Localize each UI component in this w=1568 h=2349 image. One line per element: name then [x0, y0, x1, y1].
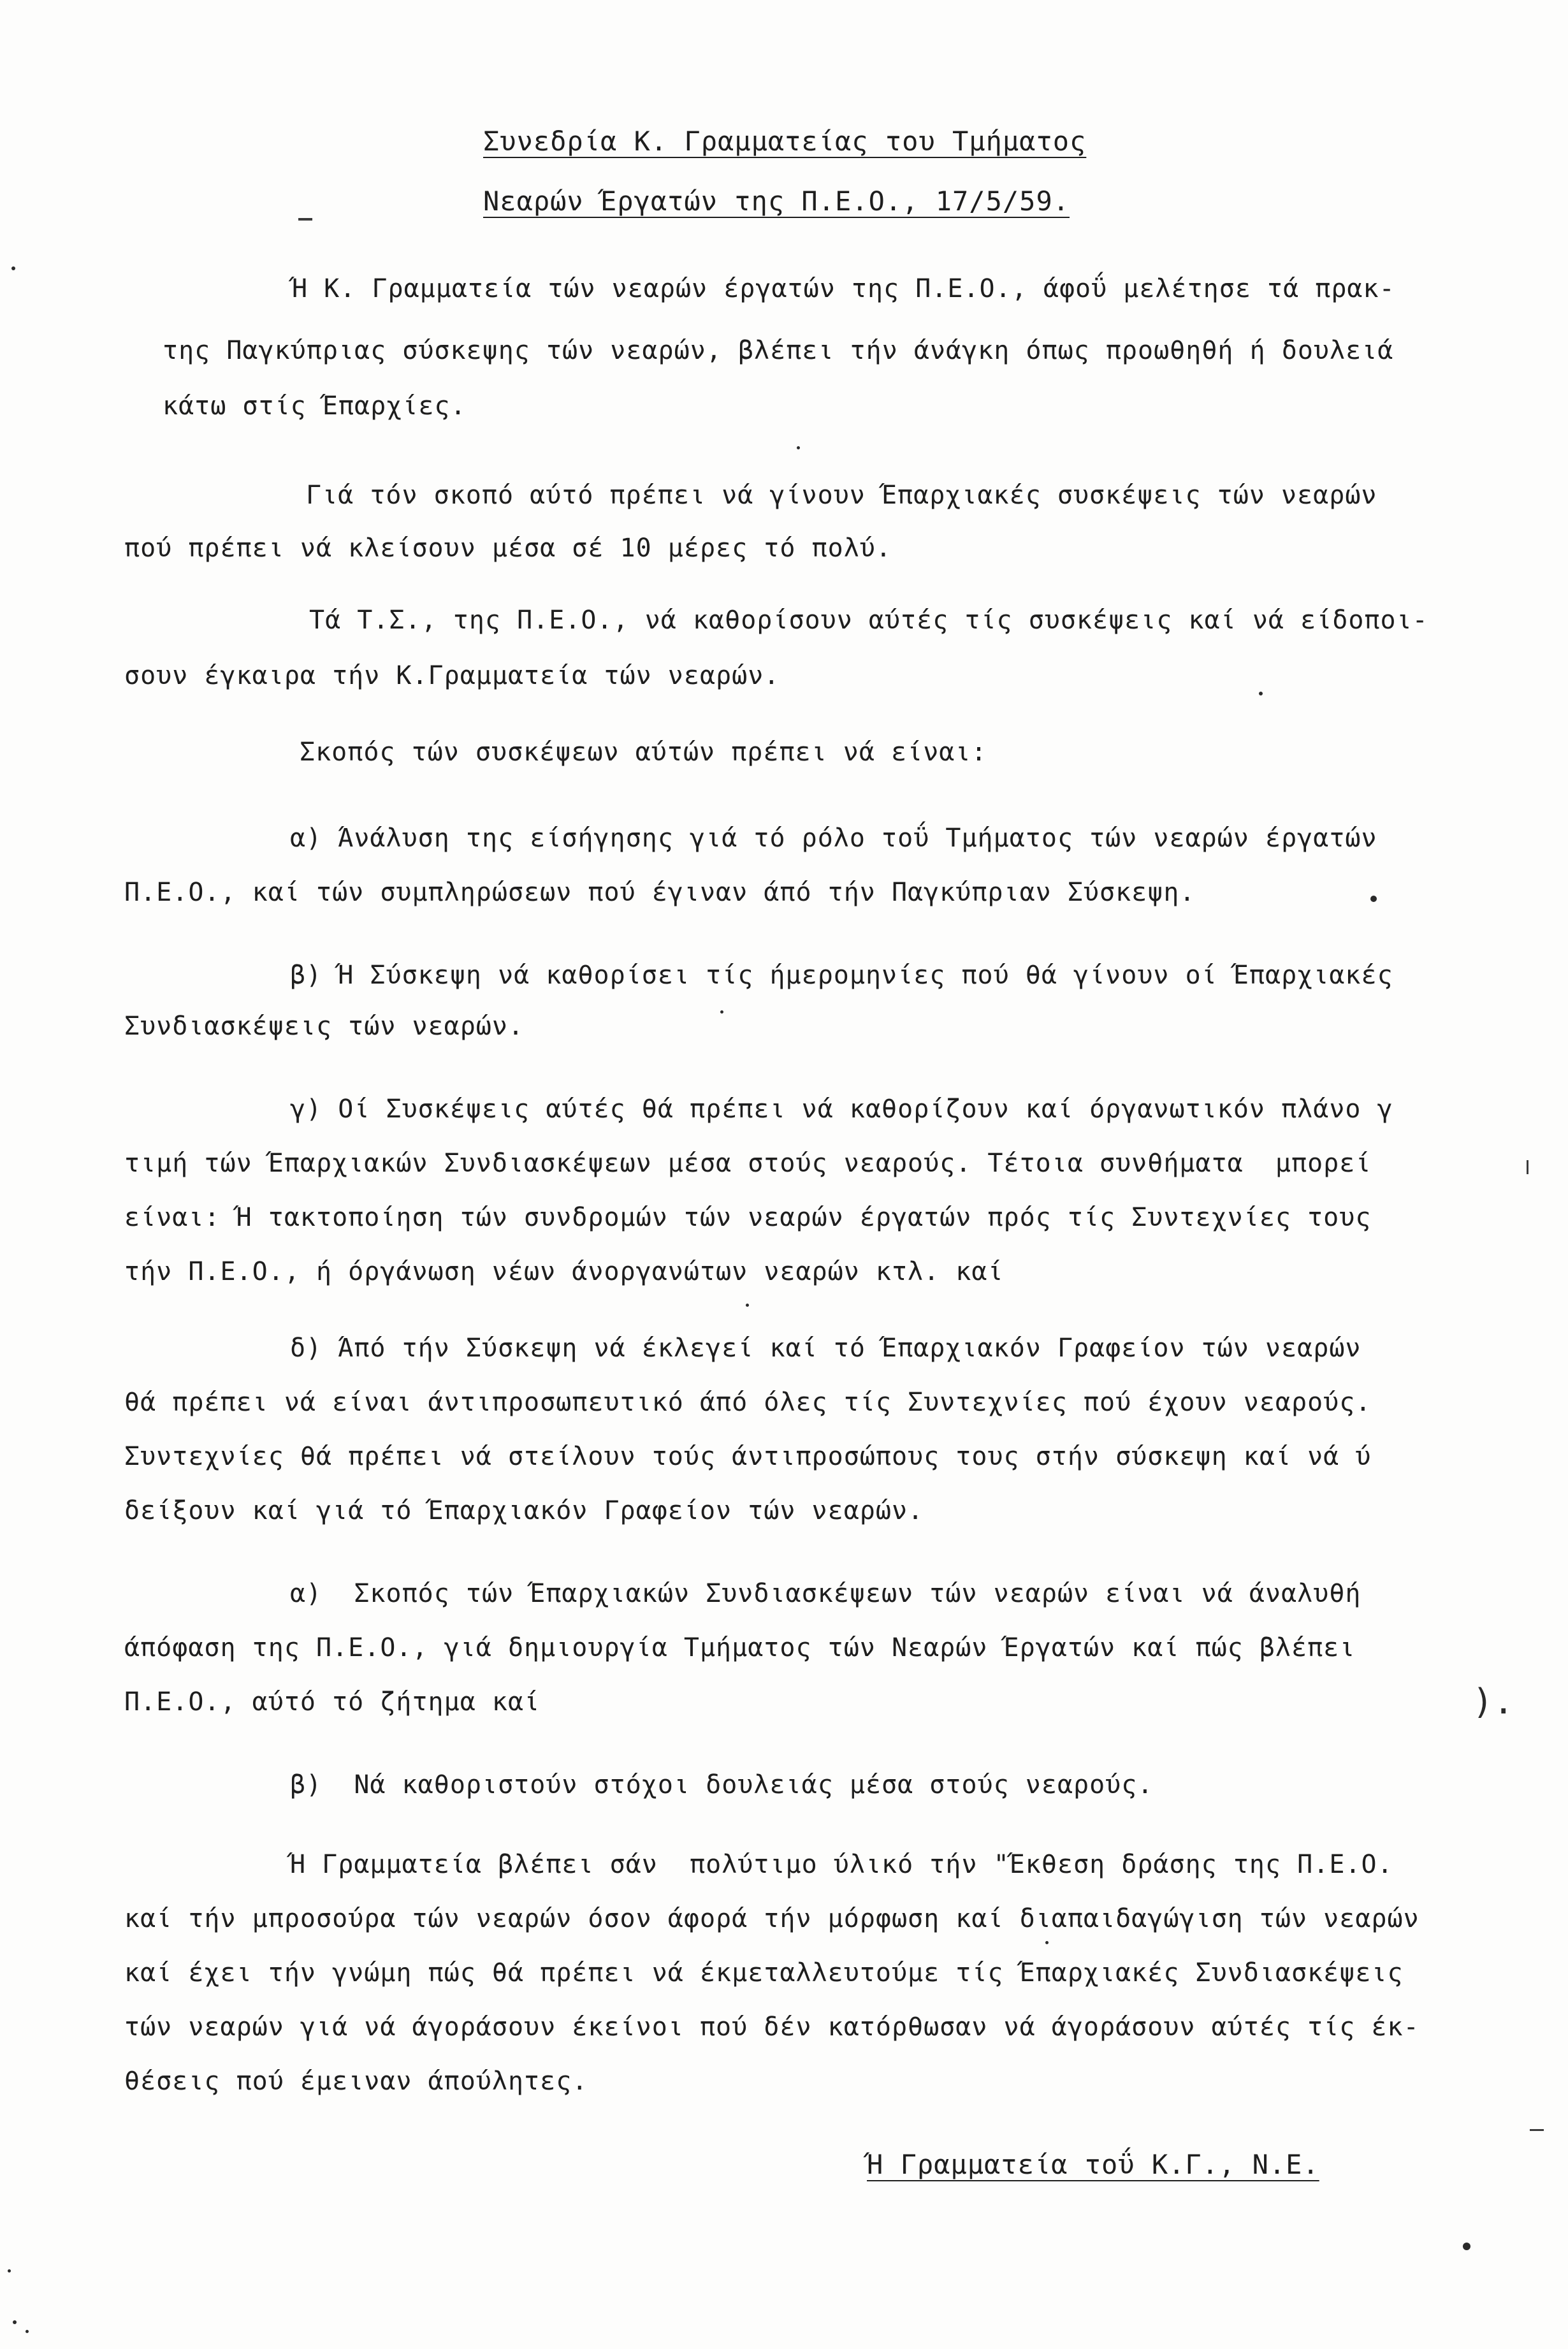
scan-dot-mark: [720, 1010, 723, 1014]
scan-dot-mark: [746, 1304, 749, 1307]
scan-dot-mark: [1370, 896, 1377, 902]
paragraph-6-line-1: β) Ή Σύσκεψη νά καθορίσει τίς ήμερομηνίες πού θά γίνουν οί Έπαρχιακές: [290, 961, 1393, 990]
paragraph-9-line-3: Π.Ε.Ο., αύτό τό ζήτημα καί: [124, 1687, 541, 1717]
scan-dot-mark: [797, 446, 800, 449]
scan-dot-mark: [1045, 1941, 1049, 1944]
scan-dot-mark: [13, 2320, 17, 2324]
paragraph-4-line-1: Σκοπός τών συσκέψεων αύτών πρέπει νά είναι:: [300, 738, 987, 767]
paragraph-1-line-1: Ή Κ. Γραμματεία τών νεαρών έργατών της Π.Ε.Ο., άφοΰ μελέτησε τά πρακ-: [292, 274, 1395, 303]
paragraph-11-line-3: καί έχει τήν γνώμη πώς θά πρέπει νά έκμεταλλευτούμε τίς Έπαρχιακές Συνδιασκέψεις: [124, 1958, 1404, 1988]
scan-dot-mark: [8, 2269, 11, 2273]
paragraph-11-line-2: καί τήν μπροσούρα τών νεαρών όσον άφορά τήν μόρφωση καί διαπαιδαγώγιση τών νεαρών: [124, 1904, 1419, 1933]
paragraph-6-line-2: Συνδιασκέψεις τών νεαρών.: [124, 1012, 525, 1041]
paragraph-5-line-2: Π.Ε.Ο., καί τών συμπληρώσεων πού έγιναν άπό τήν Παγκύπριαν Σύσκεψη.: [124, 878, 1196, 907]
title-line-1: Συνεδρία Κ. Γραμματείας του Τμήματος: [483, 126, 1087, 157]
scan-dot-mark: [11, 266, 15, 270]
paragraph-1-line-3: κάτω στίς Έπαρχίες.: [163, 391, 467, 421]
paragraph-7-line-3: είναι: Ή τακτοποίηση τών συνδρομών τών νεαρών έργατών πρός τίς Συντεχνίες τους: [124, 1203, 1372, 1232]
scan-dot-mark: [1463, 2243, 1470, 2250]
paragraph-10-line-1: β) Νά καθοριστούν στόχοι δουλειάς μέσα στούς νεαρούς.: [290, 1770, 1154, 1800]
paragraph-7-line-4: τήν Π.Ε.Ο., ή όργάνωση νέων άνοργανώτων νεαρών κτλ. καί: [124, 1257, 1004, 1286]
scan-dash-mark: [1530, 2129, 1544, 2131]
paragraph-8-line-4: δείξουν καί γιά τό Έπαρχιακόν Γραφείον τών νεαρών.: [124, 1496, 924, 1525]
paragraph-7-line-2: τιμή τών Έπαρχιακών Συνδιασκέψεων μέσα στούς νεαρούς. Τέτοια συνθήματα μπορεί: [124, 1149, 1372, 1178]
paragraph-8-line-2: θά πρέπει νά είναι άντιπροσωπευτικό άπό όλες τίς Συντεχνίες πού έχουν νεαρούς.: [124, 1388, 1372, 1417]
paragraph-8-line-3: Συντεχνίες θά πρέπει νά στείλουν τούς άντιπροσώπους τους στήν σύσκεψη καί νά ύ: [124, 1442, 1372, 1471]
paragraph-2-line-1: Γιά τόν σκοπό αύτό πρέπει νά γίνουν Έπαρχιακές συσκέψεις τών νεαρών: [306, 481, 1377, 510]
paragraph-9-line-2: άπόφαση της Π.Ε.Ο., γιά δημιουργία Τμήματος τών Νεαρών Έργατών καί πώς βλέπει: [124, 1633, 1356, 1662]
margin-bracket-mark: ).: [1472, 1682, 1514, 1722]
scan-dot-mark: [25, 2330, 29, 2333]
paragraph-11-line-5: θέσεις πού έμειναν άπούλητες.: [124, 2067, 588, 2096]
title-line-2: Νεαρών Έργατών της Π.Ε.Ο., 17/5/59.: [483, 185, 1070, 217]
scan-dot-mark: [1259, 692, 1263, 695]
scan-dash-mark: [298, 218, 312, 221]
paragraph-3-line-2: σουν έγκαιρα τήν Κ.Γραμματεία τών νεαρών.: [124, 661, 780, 690]
paragraph-7-line-1: γ) Οί Συσκέψεις αύτές θά πρέπει νά καθορίζουν καί όργανωτικόν πλάνο γ: [290, 1095, 1393, 1124]
paragraph-5-line-1: α) Άνάλυση της είσήγησης γιά τό ρόλο τοΰ Τμήματος τών νεαρών έργατών: [290, 824, 1377, 853]
paragraph-1-line-2: της Παγκύπριας σύσκεψης τών νεαρών, βλέπει τήν άνάγκη όπως προωθηθή ή δουλειά: [163, 336, 1394, 365]
paragraph-11-line-1: Ή Γραμματεία βλέπει σάν πολύτιμο ύλικό τήν "Έκθεση δράσης της Π.Ε.Ο.: [290, 1850, 1393, 1879]
paragraph-2-line-2: πού πρέπει νά κλείσουν μέσα σέ 10 μέρες τό πολύ.: [124, 534, 892, 563]
paragraph-11-line-4: τών νεαρών γιά νά άγοράσουν έκείνοι πού δέν κατόρθωσαν νά άγοράσουν αύτές τίς έκ-: [124, 2012, 1419, 2042]
scan-dash-mark: [1527, 1160, 1528, 1174]
paragraph-9-line-1: α) Σκοπός τών Έπαρχιακών Συνδιασκέψεων τών νεαρών είναι νά άναλυθή: [290, 1579, 1361, 1608]
paragraph-3-line-1: Τά Τ.Σ., της Π.Ε.Ο., νά καθορίσουν αύτές τίς συσκέψεις καί νά είδοποι-: [309, 606, 1428, 635]
paragraph-8-line-1: δ) Άπό τήν Σύσκεψη νά έκλεγεί καί τό Έπαρχιακόν Γραφείον τών νεαρών: [290, 1334, 1361, 1363]
signature: Ή Γραμματεία τοΰ Κ.Γ., Ν.Ε.: [867, 2149, 1319, 2180]
